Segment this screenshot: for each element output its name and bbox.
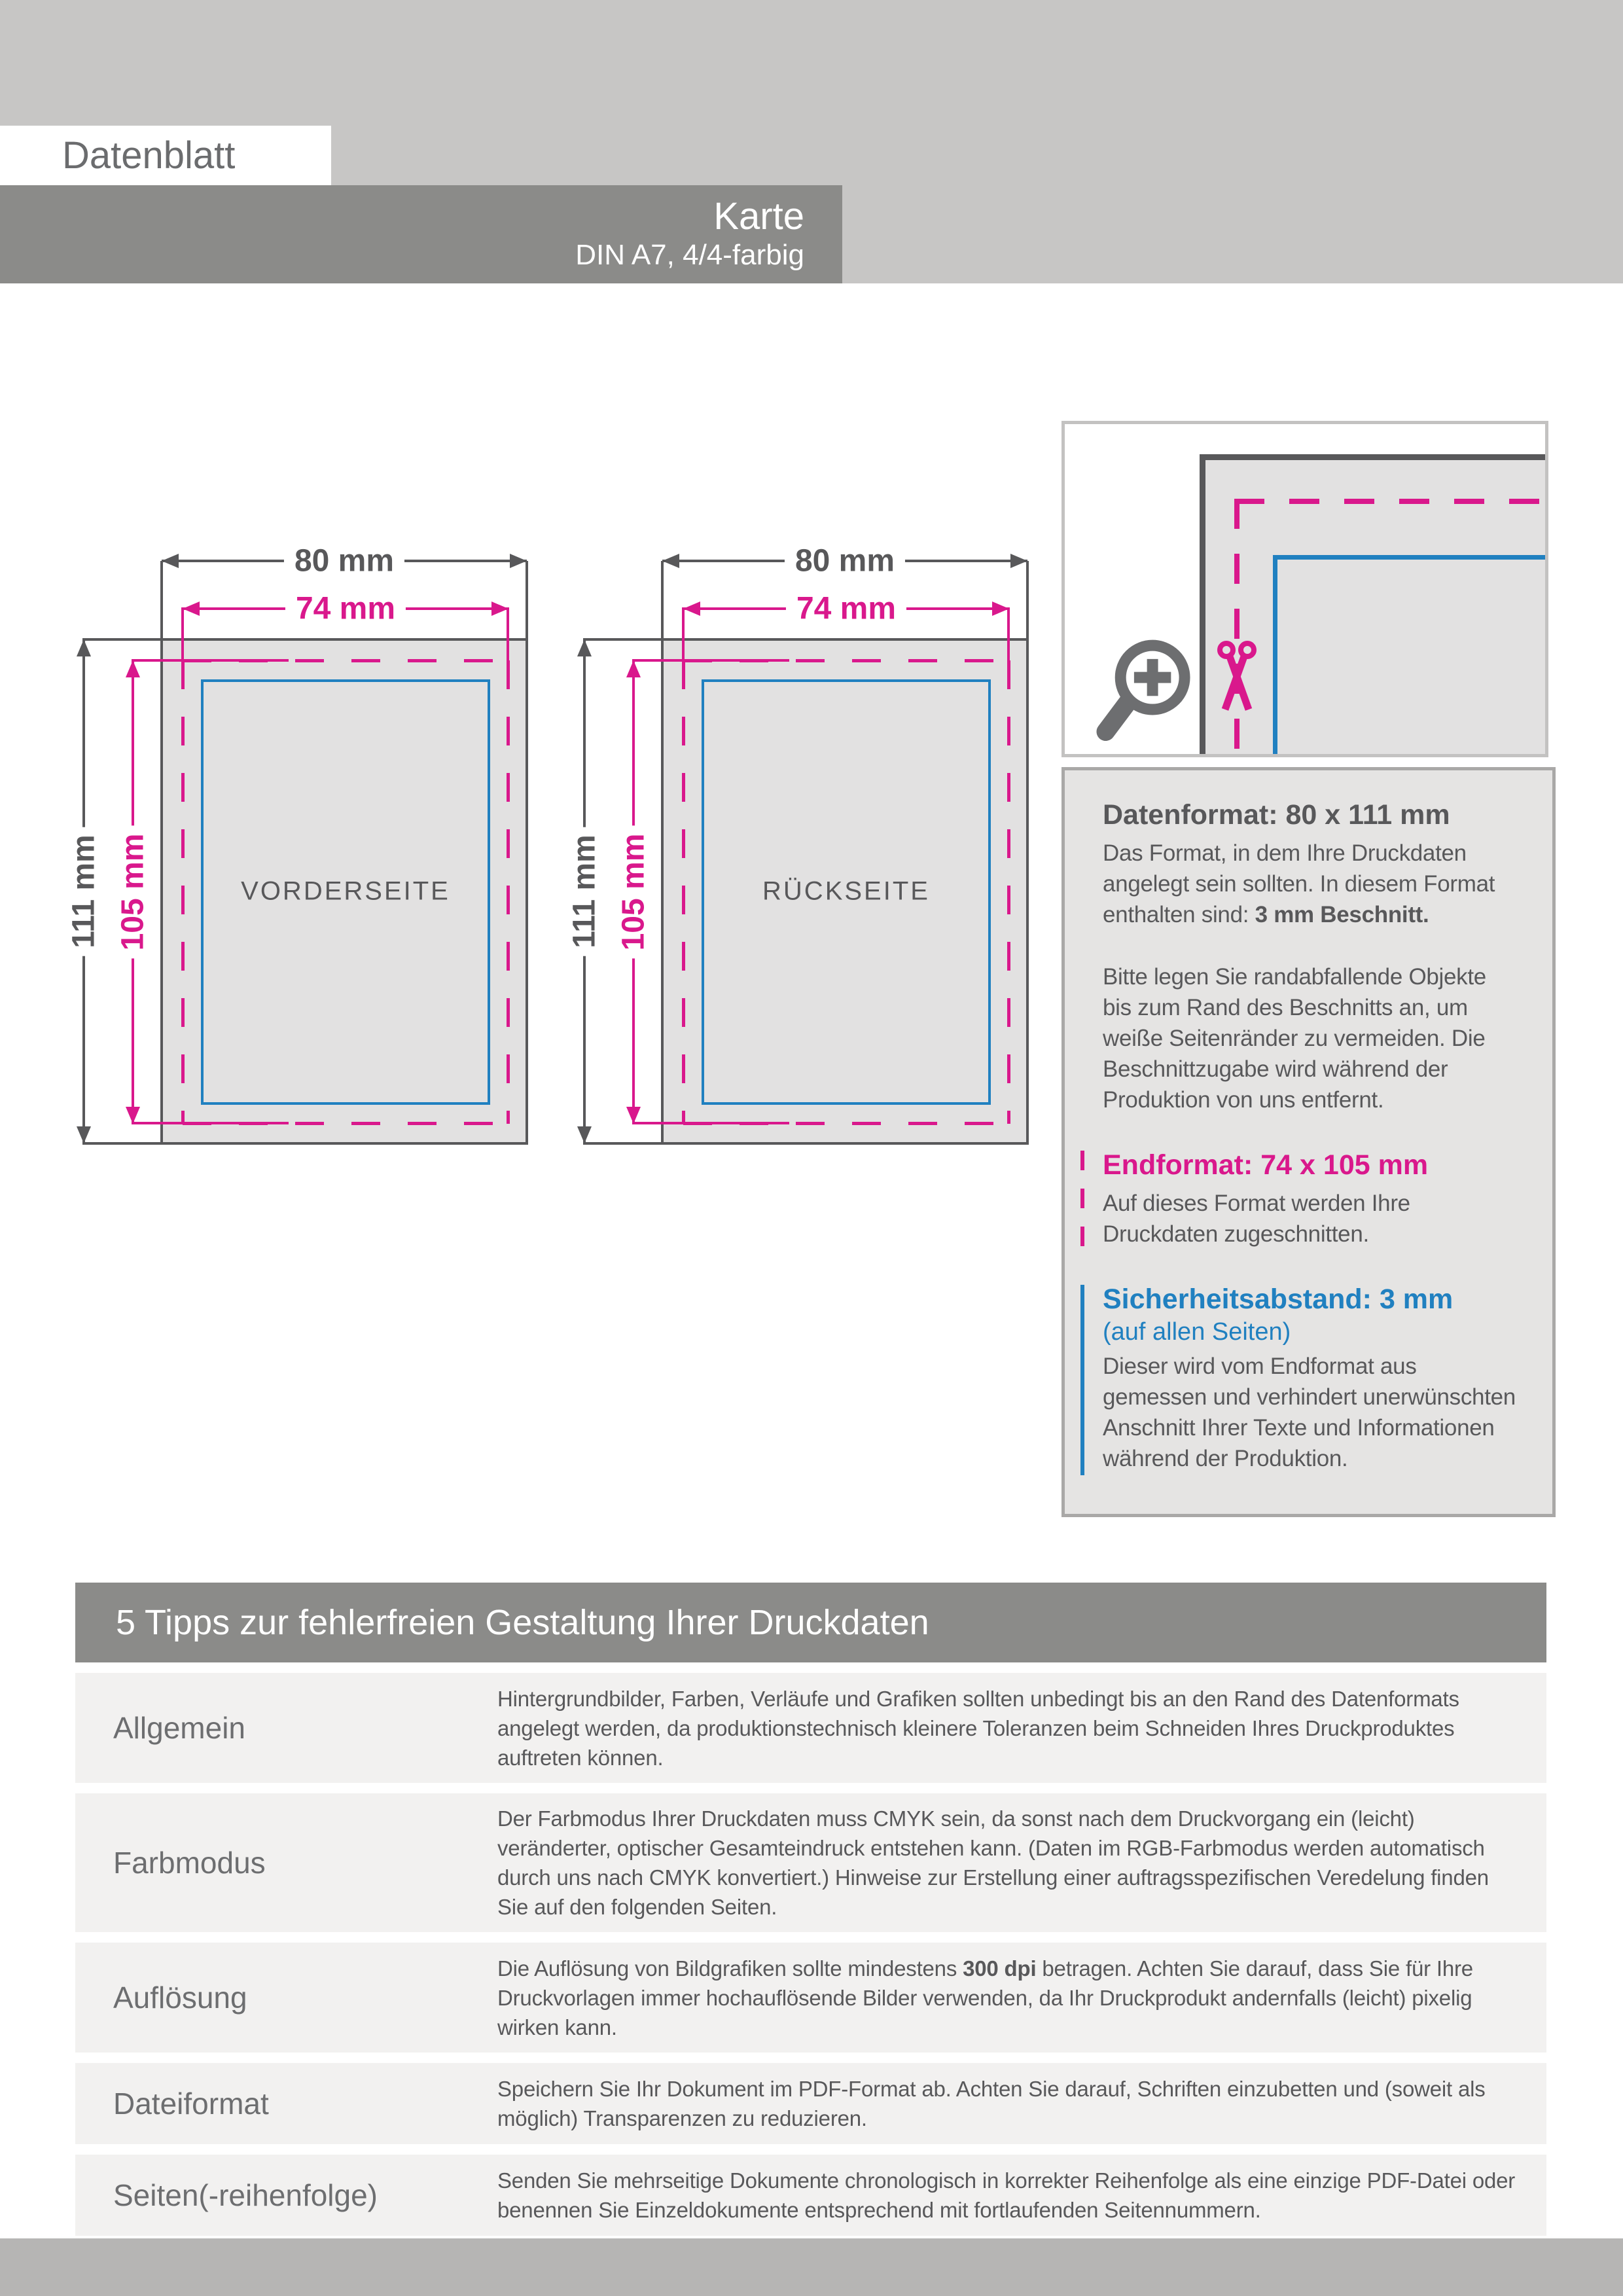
datenformat-body-bold: 3 mm Beschnitt. xyxy=(1255,902,1429,927)
tip-text-part: Hintergrundbilder, Farben, Verläufe und Grafiken sollten unbedingt bis an den Rand des Datenformats angelegt werden, da produktionstechnisch kleinere Toleranzen beim Schneiden Ihres Druckproduktes auftreten können. xyxy=(497,1686,1459,1770)
sheet-title: Datenblatt xyxy=(62,134,236,177)
back-dim74-arrow-right xyxy=(992,601,1009,616)
bleed-paragraph-block xyxy=(1103,961,1518,1115)
product-title-band xyxy=(0,185,842,283)
back-dim74-ext-right xyxy=(1007,607,1010,676)
endformat-block xyxy=(1103,1149,1518,1249)
front-dim80-arrow-right xyxy=(510,554,527,568)
tip-row-dateiformat xyxy=(75,2063,1546,2144)
front-dim105-arrow-top xyxy=(126,660,140,677)
tip-text xyxy=(497,1954,1546,2042)
back-dim80-label: 80 mm xyxy=(785,543,905,579)
back-dim74-arrow-left xyxy=(683,601,700,616)
back-card-right-edge xyxy=(1026,561,1029,1143)
back-dim111-label: 111 mm xyxy=(567,827,603,956)
front-dim74-ext-right xyxy=(507,607,509,676)
front-dim74-arrow-right xyxy=(491,601,508,616)
front-dim105-ext-top xyxy=(132,659,289,662)
datenformat-body xyxy=(1103,838,1518,930)
format-info-panel xyxy=(1061,767,1556,1517)
tip-text xyxy=(497,1804,1546,1922)
sheet-badge xyxy=(0,126,331,185)
tip-row-allgemein xyxy=(75,1673,1546,1783)
back-trim-right xyxy=(1007,660,1010,1124)
tip-text-part: Senden Sie mehrseitige Dokumente chronologisch in korrekter Reihenfolge als eine einzige PDF-Datei oder benennen Sie Einzeldokumente entsprechend mit fortlaufenden Seitennummern. xyxy=(497,2168,1516,2222)
tip-row-farbmodus xyxy=(75,1793,1546,1932)
back-dim74-ext-left xyxy=(682,607,685,676)
front-dim80-label: 80 mm xyxy=(284,543,404,579)
front-trim-right xyxy=(507,660,510,1124)
front-card-right-edge xyxy=(526,561,528,1143)
tip-label: Farbmodus xyxy=(113,1846,266,1880)
tip-text-part: betragen. Achten Sie darauf, dass Sie für Ihre Druckvorlagen immer hochauflösende Bilder verwenden, da Ihr Druckprodukt andernfalls (leicht) pixelig wirken kann. xyxy=(497,1956,1473,2039)
endformat-title: Endformat: 74 x 105 mm xyxy=(1103,1149,1429,1181)
front-dim80-arrow-left xyxy=(162,554,179,568)
spacer xyxy=(1103,930,1518,961)
tip-row-aufloesung xyxy=(75,1943,1546,2053)
front-card-left-edge xyxy=(160,561,163,1143)
front-dim74-label: 74 mm xyxy=(285,591,406,627)
tip-text-bold: 300 dpi xyxy=(963,1956,1037,1981)
front-dim111-arrow-bottom xyxy=(77,1126,91,1143)
back-dim74-label: 74 mm xyxy=(786,591,906,627)
tips-title-band xyxy=(75,1583,1546,1662)
tip-text xyxy=(497,1684,1546,1772)
tip-label: Dateiformat xyxy=(113,2087,269,2121)
back-dim105-ext-top xyxy=(632,659,789,662)
scissors-icon xyxy=(1215,640,1258,719)
front-card-label: VORDERSEITE xyxy=(241,876,450,906)
sicherheitsabstand-marker-line xyxy=(1080,1285,1084,1475)
sicherheitsabstand-body: Dieser wird vom Endformat aus gemessen und verhindert unerwünschten Anschnitt Ihrer Texte und Informationen während der Produktion. xyxy=(1103,1354,1516,1471)
back-dim105-arrow-top xyxy=(626,660,641,677)
bleed-paragraph: Bitte legen Sie randabfallende Objekte bis zum Rand des Beschnitts an, um weiße Seitenränder zu vermeiden. Die Beschnittzugabe wird während der Produktion von uns entfernt. xyxy=(1103,964,1486,1113)
tip-label: Allgemein xyxy=(113,1711,245,1745)
sicherheitsabstand-block xyxy=(1103,1283,1518,1474)
tip-text xyxy=(497,2166,1546,2225)
back-trim-left xyxy=(682,660,685,1124)
front-dim111-arrow-top xyxy=(77,639,91,656)
front-dim74-arrow-left xyxy=(183,601,200,616)
front-card-bottom-edge xyxy=(82,1142,528,1145)
tips-title: 5 Tipps zur fehlerfreien Gestaltung Ihrer Druckdaten xyxy=(116,1603,929,1642)
back-dim80-arrow-left xyxy=(662,554,679,568)
back-card-bottom-edge xyxy=(583,1142,1029,1145)
footer-strip xyxy=(0,2238,1623,2296)
front-trim-left xyxy=(181,660,185,1124)
front-dim105-label: 105 mm xyxy=(115,826,151,959)
spacer xyxy=(1103,1249,1518,1283)
tip-row-seitenreihenfolge xyxy=(75,2155,1546,2236)
front-dim105-arrow-bottom xyxy=(126,1107,140,1124)
tip-label: Seiten(-reihenfolge) xyxy=(113,2178,378,2212)
back-dim111-arrow-bottom xyxy=(577,1126,592,1143)
magnifier-icon xyxy=(1091,627,1196,757)
front-dim111-label: 111 mm xyxy=(66,827,102,956)
product-subtitle: DIN A7, 4/4-farbig xyxy=(575,239,804,271)
sicherheitsabstand-title: Sicherheitsabstand: 3 mm xyxy=(1103,1283,1454,1315)
detail-dataformat-edge-v xyxy=(1200,454,1205,754)
endformat-marker-line xyxy=(1080,1151,1084,1251)
back-dim105-arrow-bottom xyxy=(626,1107,641,1124)
back-card-left-edge xyxy=(661,561,664,1143)
sicherheitsabstand-subtitle: (auf allen Seiten) xyxy=(1103,1318,1291,1346)
tip-text-part: Der Farbmodus Ihrer Druckdaten muss CMYK sein, da sonst nach dem Druckvorgang ein (leicht) veränderter, optischer Gesamteindruck entstehen kann. (Daten im RGB-Farbmodus werden automatisch durch uns nach CMYK konvertiert.) Hinweise zur Erstellung einer auftragsspezifischen Veredelung finden Sie auf den folgenden Seiten. xyxy=(497,1806,1489,1919)
product-title: Karte xyxy=(713,195,804,238)
back-dim105-ext-bottom xyxy=(632,1122,789,1124)
detail-safety-edge-h xyxy=(1273,555,1545,560)
back-card-label: RÜCKSEITE xyxy=(762,876,930,906)
front-dim105-ext-bottom xyxy=(132,1122,289,1124)
detail-trim-edge-h xyxy=(1234,499,1545,504)
tip-text-part: Speichern Sie Ihr Dokument im PDF-Format ab. Achten Sie darauf, Schriften einzubetten und (soweit als möglich) Transparenzen zu reduzieren. xyxy=(497,2077,1486,2130)
back-card-top-edge xyxy=(583,638,1029,641)
datenformat-body-text: Das Format, in dem Ihre Druckdaten angelegt sein sollten. In diesem Format enthalten sind: xyxy=(1103,840,1495,927)
endformat-body: Auf dieses Format werden Ihre Druckdaten zugeschnitten. xyxy=(1103,1191,1410,1247)
detail-safety-edge-v xyxy=(1273,555,1277,754)
back-dim80-arrow-right xyxy=(1010,554,1027,568)
bleed-detail-box xyxy=(1061,421,1548,757)
front-dim74-ext-left xyxy=(181,607,184,676)
tip-label: Auflösung xyxy=(113,1981,247,2015)
back-dim111-arrow-top xyxy=(577,639,592,656)
front-card-top-edge xyxy=(82,638,528,641)
datenformat-block xyxy=(1103,799,1518,930)
tip-text xyxy=(497,2074,1546,2133)
datenformat-title: Datenformat: 80 x 111 mm xyxy=(1103,799,1450,831)
tip-text-part: Die Auflösung von Bildgrafiken sollte mindestens xyxy=(497,1956,963,1981)
spacer xyxy=(1103,1115,1518,1149)
detail-dataformat-edge-h xyxy=(1200,454,1545,460)
back-dim105-label: 105 mm xyxy=(616,826,652,959)
